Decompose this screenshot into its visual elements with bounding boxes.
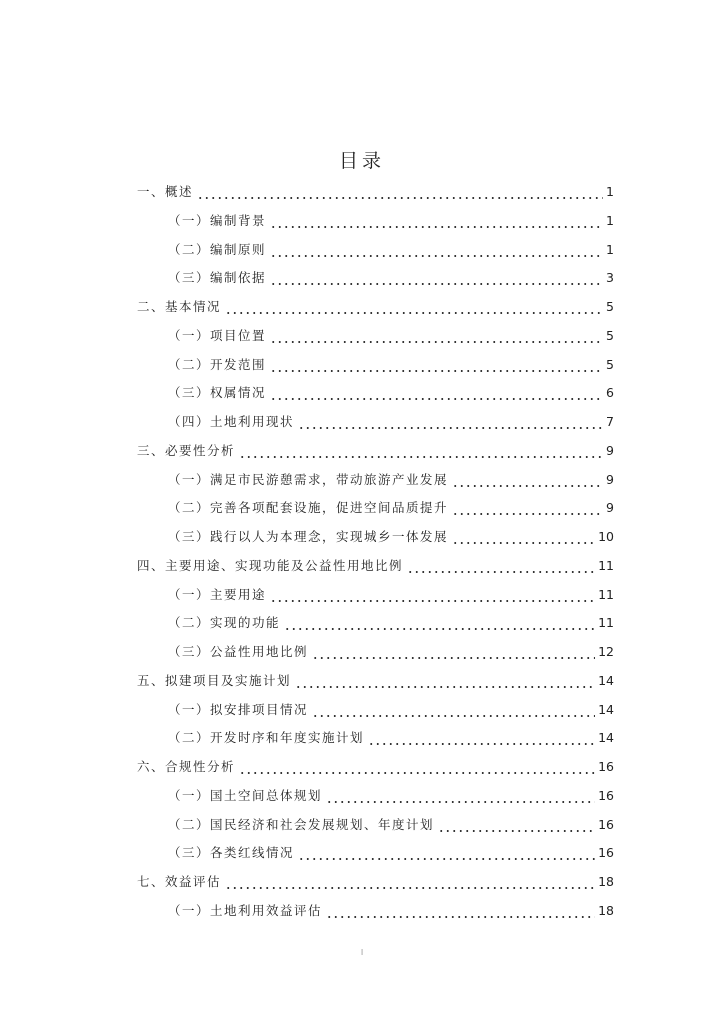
toc-entry[interactable] [137, 556, 614, 576]
toc-entry-page-number: 12 [598, 644, 614, 659]
toc-dot-leader [270, 268, 603, 288]
toc-dot-leader [270, 585, 595, 605]
toc-entry-page-number: 5 [606, 356, 614, 372]
toc-entry[interactable] [168, 211, 614, 231]
toc-dot-leader [452, 470, 603, 490]
toc-entry-label: （三）践行以人为本理念，实现城乡一体发展 [168, 529, 449, 544]
toc-entry-page-number: 5 [606, 299, 614, 314]
toc-dot-leader [270, 211, 603, 231]
toc-entry-page-number: 16 [598, 787, 614, 803]
toc-dot-leader [270, 383, 603, 403]
toc-dot-leader [298, 843, 595, 863]
toc-entry-page-number: 7 [606, 414, 614, 429]
toc-entry-page-number: 1 [606, 212, 614, 228]
toc-dot-leader [438, 815, 595, 835]
toc-entry-label: （二）完善各项配套设施，促进空间品质提升 [168, 500, 449, 516]
toc-entry[interactable] [168, 642, 614, 662]
toc-entry-page-number: 16 [598, 759, 614, 774]
toc-dot-leader [298, 412, 603, 432]
toc-entry-label: （一）国土空间总体规划 [168, 787, 323, 803]
toc-dot-leader [407, 556, 595, 576]
toc-entry-label: 六、合规性分析 [137, 759, 236, 774]
toc-entry[interactable] [137, 671, 614, 691]
toc-dot-leader [452, 498, 603, 518]
toc-entry-label: 四、主要用途、实现功能及公益性用地比例 [137, 557, 404, 573]
toc-entry[interactable] [137, 441, 614, 461]
toc-dot-leader [239, 757, 595, 777]
page-number: I [360, 948, 364, 957]
toc-entry[interactable] [168, 700, 614, 720]
toc-entry-label: 一、概述 [137, 184, 194, 199]
toc-entry[interactable] [168, 843, 614, 863]
toc-entry[interactable] [168, 728, 614, 748]
toc-entry[interactable] [168, 901, 614, 921]
toc-dot-leader [326, 786, 595, 806]
toc-entry-page-number: 5 [606, 327, 614, 343]
toc-dot-leader [312, 642, 595, 662]
toc-entry-page-number: 18 [598, 874, 614, 889]
toc-entry-page-number: 11 [598, 615, 614, 631]
toc-dot-leader [452, 527, 595, 547]
toc-title: 目录 [338, 150, 385, 172]
toc-entry-label: （一）满足市民游憩需求，带动旅游产业发展 [168, 471, 449, 487]
toc-entry[interactable] [168, 470, 614, 490]
toc-entry[interactable] [168, 383, 614, 403]
toc-entry[interactable] [137, 757, 614, 777]
toc-entry[interactable] [168, 412, 614, 432]
toc-entry-page-number: 9 [606, 471, 614, 487]
toc-entry-label: （二）开发范围 [168, 356, 267, 372]
toc-entry-label: （一）项目位置 [168, 327, 267, 343]
toc-entry[interactable] [137, 182, 614, 202]
toc-entry[interactable] [168, 240, 614, 260]
toc-entry-label: 三、必要性分析 [137, 442, 236, 458]
toc-entry[interactable] [168, 527, 614, 547]
toc-entry-label: （一）编制背景 [168, 212, 267, 228]
toc-entry-page-number: 9 [606, 442, 614, 458]
toc-entry[interactable] [168, 815, 614, 835]
toc-entry[interactable] [168, 613, 614, 633]
toc-entry-label: （四）土地利用现状 [168, 414, 295, 429]
toc-dot-leader [284, 613, 595, 633]
toc-entry-page-number: 14 [598, 672, 614, 688]
toc-dot-leader [270, 240, 603, 260]
toc-entry[interactable] [137, 872, 614, 892]
toc-entry-label: （一）土地利用效益评估 [168, 902, 323, 918]
toc-entry-page-number: 10 [598, 529, 614, 544]
toc-dot-leader [326, 901, 595, 921]
toc-entry-page-number: 11 [598, 586, 614, 602]
toc-entry-page-number: 14 [598, 730, 614, 746]
toc-entry-page-number: 14 [598, 701, 614, 717]
toc-entry-label: 五、拟建项目及实施计划 [137, 672, 292, 688]
toc-entry-label: （一）主要用途 [168, 586, 267, 602]
toc-entry-page-number: 9 [606, 500, 614, 516]
toc-entry-page-number: 3 [606, 270, 614, 286]
toc-entry-label: （二）实现的功能 [168, 615, 281, 631]
toc-entry-label: （三）编制依据 [168, 270, 267, 286]
toc-entry-label: （二）编制原则 [168, 241, 267, 257]
toc-entry-label: （三）公益性用地比例 [168, 644, 309, 659]
toc-dot-leader [270, 326, 603, 346]
toc-dot-leader [225, 872, 595, 892]
toc-entry-label: 七、效益评估 [137, 874, 222, 889]
toc-dot-leader [239, 441, 603, 461]
toc-entry-label: （三）各类红线情况 [168, 845, 295, 861]
toc-entry-page-number: 16 [598, 816, 614, 832]
toc-entry[interactable] [168, 326, 614, 346]
toc-entry-page-number: 1 [606, 184, 614, 199]
toc-entry-label: 二、基本情况 [137, 299, 222, 314]
toc-entry[interactable] [137, 297, 614, 317]
toc-dot-leader [295, 671, 595, 691]
toc-entry-page-number: 6 [606, 385, 614, 401]
toc-entry-label: （二）国民经济和社会发展规划、年度计划 [168, 816, 435, 832]
toc-entry[interactable] [168, 355, 614, 375]
toc-dot-leader [368, 728, 595, 748]
toc-entry-page-number: 16 [598, 845, 614, 861]
toc-entry-label: （三）权属情况 [168, 385, 267, 401]
toc-dot-leader [312, 700, 595, 720]
toc-entry-page-number: 18 [598, 902, 614, 918]
toc-entry-page-number: 1 [606, 241, 614, 257]
toc-entry[interactable] [168, 498, 614, 518]
toc-entry-label: （一）拟安排项目情况 [168, 701, 309, 717]
toc-entry-label: （二）开发时序和年度实施计划 [168, 730, 365, 746]
toc-entry[interactable] [168, 786, 614, 806]
toc-dot-leader [197, 182, 603, 202]
toc-entry-page-number: 11 [598, 557, 614, 573]
toc-dot-leader [270, 355, 603, 375]
toc-entry[interactable] [168, 585, 614, 605]
toc-entry[interactable] [168, 268, 614, 288]
toc-dot-leader [225, 297, 603, 317]
